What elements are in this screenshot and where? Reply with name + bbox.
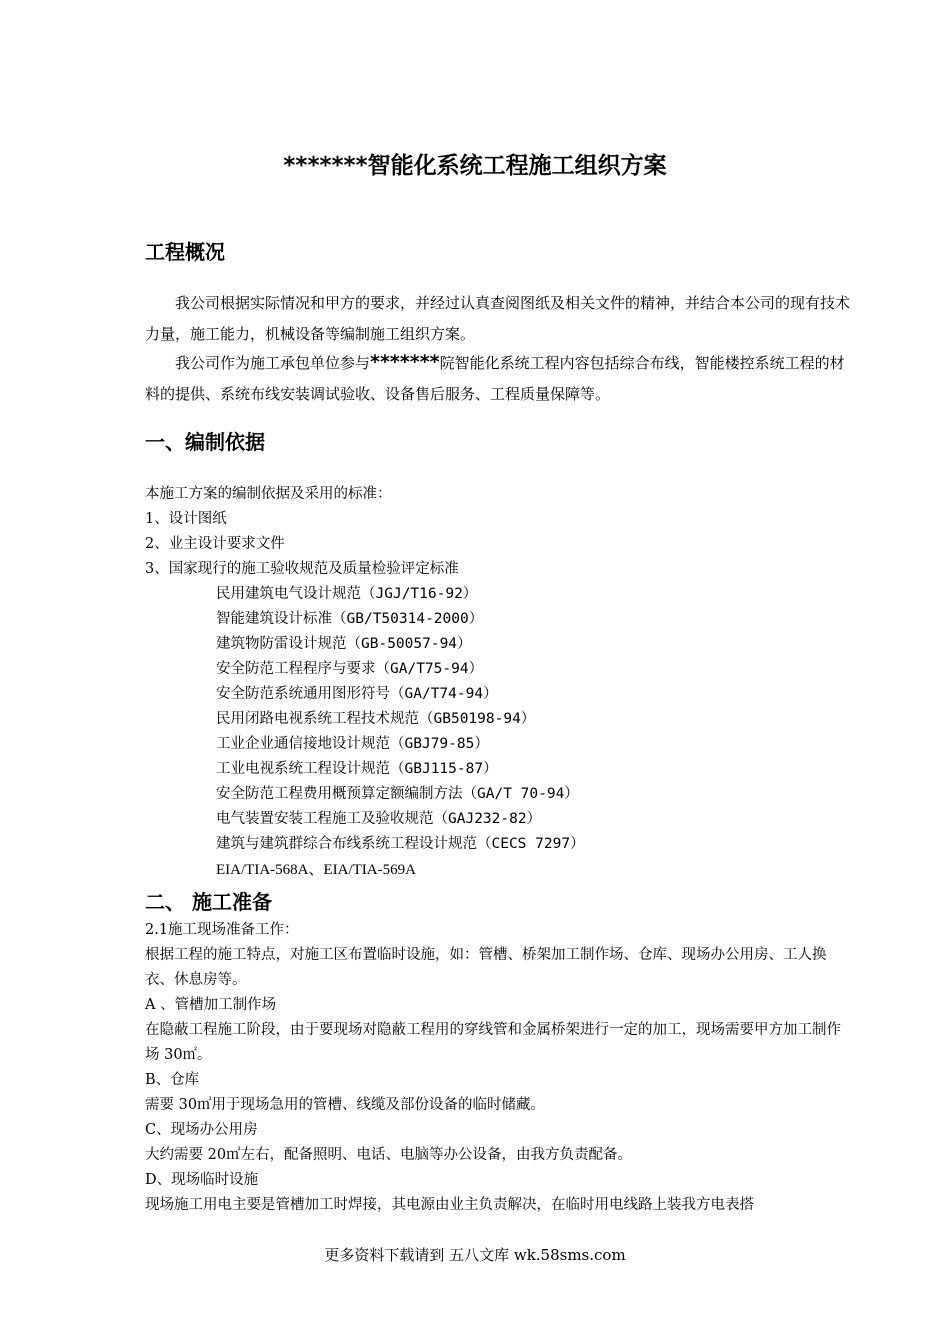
standard-item: 安全防范工程费用概预算定额编制方法（GA/T 70-94）: [216, 786, 579, 802]
project-name-mask: *******: [370, 351, 440, 373]
item-c-title: C、现场办公用房: [145, 1122, 258, 1138]
standard-item: 安全防范工程程序与要求（GA/T75-94）: [216, 661, 484, 677]
standard-item: 民用建筑电气设计规范（JGJ/T16-92）: [216, 586, 478, 602]
section-2-subheading: 2.1施工现场准备工作：: [145, 922, 299, 938]
overview-paragraph-2-prefix: 我公司作为施工承包单位参与: [175, 354, 371, 372]
item-d-text: 现场施工用电主要是管槽加工时焊接，其电源由业主负责解决，在临时用电线路上装我方电表搭: [145, 1197, 754, 1213]
standard-item: EIA/TIA-568A、EIA/TIA-569A: [216, 862, 416, 878]
item-b-title: B、仓库: [145, 1072, 200, 1088]
overview-paragraph-2-suffix: 院智能化系统工程内容包括综合布线，智能楼控系统工程的材料的提供、系统布线安装调试验收、设备售后服务、工程质量保障等。: [145, 354, 845, 403]
basis-item-2: 2、业主设计要求文件: [145, 536, 285, 552]
section-2-intro: 根据工程的施工特点，对施工区布置临时设施，如：管槽、桥架加工制作场、仓库、现场办公用房、工人换衣、休息房等。: [145, 947, 827, 988]
overview-paragraph-1: 我公司根据实际情况和甲方的要求，并经过认真查阅图纸及相关文件的精神，并结合本公司的现有技术力量，施工能力，机械设备等编制施工组织方案。: [145, 294, 851, 343]
item-a-title: A 、管槽加工制作场: [145, 997, 277, 1013]
item-c-text: 大约需要 20㎡左右，配备照明、电话、电脑等办公设备，由我方负责配备。: [145, 1147, 633, 1163]
item-b-text: 需要 30㎡用于现场急用的管槽、线缆及部份设备的临时储藏。: [145, 1097, 546, 1113]
overview-heading: 工程概况: [145, 240, 225, 264]
section-1-intro: 本施工方案的编制依据及采用的标准：: [145, 486, 392, 502]
basis-item-3: 3、国家现行的施工验收规范及质量检验评定标准: [145, 561, 459, 577]
item-a-text: 在隐蔽工程施工阶段，由于要现场对隐蔽工程用的穿线管和金属桥架进行一定的加工，现场需要甲方加工制作场 30㎡。: [145, 1022, 841, 1063]
page-footer: 更多资料下载请到 五八文库 wk.58sms.com: [324, 1246, 626, 1264]
overview-paragraph-2: [145, 347, 850, 410]
standard-item: 工业电视系统工程设计规范（GBJ115-87）: [216, 761, 498, 777]
document-title: *******智能化系统工程施工组织方案: [283, 153, 667, 179]
standard-item: 电气装置安装工程施工及验收规范（GAJ232-82）: [216, 811, 542, 827]
section-2-heading: 二、 施工准备: [145, 890, 272, 914]
section-1-heading: 一、编制依据: [145, 430, 265, 454]
basis-item-1: 1、设计图纸: [145, 511, 227, 527]
standard-item: 民用闭路电视系统工程技术规范（GB50198-94）: [216, 711, 536, 727]
standard-item: 智能建筑设计标准（GB/T50314-2000）: [216, 611, 484, 627]
standard-item: 安全防范系统通用图形符号（GA/T74-94）: [216, 686, 498, 702]
standard-item: 建筑与建筑群综合布线系统工程设计规范（CECS 7297）: [216, 836, 585, 852]
standard-item: 工业企业通信接地设计规范（GBJ79-85）: [216, 736, 489, 752]
item-d-title: D、现场临时设施: [145, 1172, 259, 1188]
standard-item: 建筑物防雷设计规范（GB-50057-94）: [216, 636, 472, 652]
